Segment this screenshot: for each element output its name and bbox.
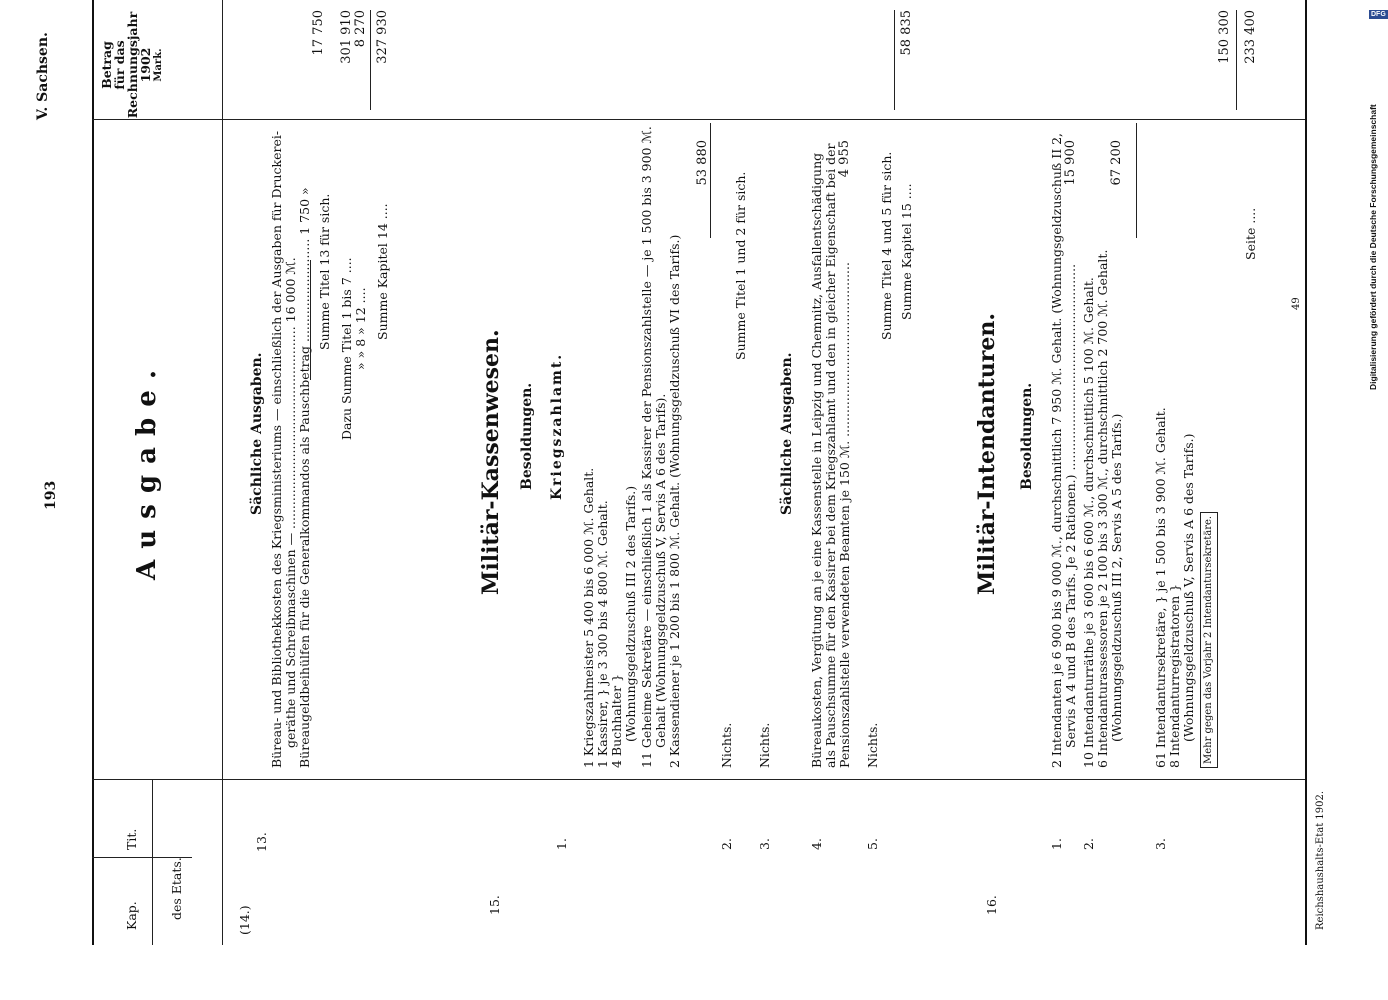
amount-column-head: Betrag für das Rechnungsjahr 1902 Mark. — [99, 11, 164, 119]
page-total-rule — [1236, 10, 1237, 110]
kap-14-total-rule — [370, 10, 371, 110]
sponsor-note: Digitalisierung gefördert durch die Deutsche Forschungsgemeinschaft — [1368, 104, 1378, 390]
tit-13-number: 13. — [254, 832, 269, 852]
kap-15-subtotal-rule — [710, 123, 711, 238]
kap-15-sachliche: Sächliche Ausgaben. — [779, 352, 795, 515]
kap-15-tit-2-number: 2. — [719, 838, 734, 850]
tit-13-line-1: Büreau- und Bibliothekkosten des Kriegsministeriums — einschließlich der Ausgaben für Druckerei- — [269, 130, 284, 768]
kap-15-tit-4-line-3: Pensionszahlstelle verwendeten Beamten je 150 ℳ. ............................................ — [837, 262, 852, 768]
head-rule — [222, 0, 223, 945]
col-head-kap: Kap. — [124, 901, 139, 930]
kap-15-tit-4-line-1: Büreaukosten, Vergütung an je eine Kassenstelle in Leipzig und Chemnitz, Ausfallentschädigung — [809, 152, 824, 768]
kap-16-tit-2-line-2: 6 Intendanturassessoren je 2 100 bis 3 300 ℳ., durchschnittlich 2 700 ℳ. Gehalt. — [1095, 249, 1110, 768]
kap-16-tit-1-value: 15 900 — [1063, 140, 1078, 186]
kap-15-tit-1-number: 1. — [554, 838, 569, 850]
sum-titles-1-2: Summe Titel 1 und 2 für sich. — [733, 171, 748, 360]
kap-15-tit-3-text: Nichts. — [757, 722, 772, 768]
kap-16-tit-1-line-2: Servis A 4 und B des Tarifs. Je 2 Rationen.) .................................................... — [1063, 263, 1078, 748]
bottom-rule — [1305, 0, 1307, 945]
plus-titles-1-7-label: Dazu Summe Titel 1 bis 7 .... — [339, 257, 354, 440]
tit-13-line-3: Büreaugeldbeihülfen für die Generalkommandos als Pauschbetrag .......................... 1 750 » — [297, 187, 312, 768]
sheet-number: 49 — [1291, 297, 1302, 310]
kap-16-tit-2-line-1: 10 Intendanturräthe je 3 600 bis 6 600 ℳ., durchschnittlich 5 100 ℳ. Gehalt. — [1081, 277, 1096, 768]
left-column-rule — [92, 779, 1307, 780]
kap-16-tit-2-number: 2. — [1081, 838, 1096, 850]
kap-15-tit-1-line-4: (Wohnungsgeldzuschuß III 2 des Tarifs.) — [623, 485, 638, 742]
kap-15-number: 15. — [487, 895, 502, 915]
kap-16-tit-2-line-3: (Wohnungsgeldzuschuß III 2, Servis A 5 des Tarifs.) — [1109, 413, 1124, 742]
kap-15-title: Militär-Kassenwesen. — [478, 329, 504, 595]
kap-15-tit-1-line-2: 1 Kassirer, } je 3 300 bis 4 800 ℳ. Gehalt. — [595, 500, 610, 768]
kap-15-besoldungen: Besoldungen. — [519, 382, 535, 490]
kap-15-tit-1-value: 53 880 — [695, 140, 710, 186]
kap-16-tit-3-line-3: (Wohnungsgeldzuschuß V, Servis A 6 des Tarifs.) — [1181, 433, 1196, 742]
kap-16-number: 16. — [984, 895, 999, 915]
kap-15-tit-1-line-3: 4 Buchhalter } — [609, 673, 624, 768]
kap-16-tit-3-note: Mehr gegen das Vorjahr 2 Intendantursekretäre. — [1200, 512, 1218, 768]
sum-title-13: Summe Titel 13 für sich. — [317, 193, 332, 350]
seite-label: Seite .... — [1243, 207, 1258, 260]
kriegszahlamt-heading: Kriegszahlamt. — [549, 352, 565, 500]
kap-16-besoldungen: Besoldungen. — [1019, 382, 1035, 490]
kap-15-tit-4-value: 4 955 — [837, 140, 852, 178]
kap-15-tit-5-number: 5. — [865, 838, 880, 850]
col-head-tit: Tit. — [124, 828, 139, 850]
tit-13-line-2: geräthe und Schreibmaschinen — ................................................... 16 000 ℳ. — [283, 257, 298, 748]
page-title: A u s g a b e . — [132, 369, 162, 580]
tit-13-subrule — [310, 260, 311, 380]
col-head-des-etats: des Etats. — [169, 857, 184, 920]
dfg-badge: DFG — [1371, 11, 1386, 18]
kap-16-tit-1-number: 1. — [1049, 838, 1064, 850]
kap-16-subtotal-rule — [1136, 123, 1137, 238]
kap-head-rule — [152, 780, 153, 945]
kap-15-tit-4-number: 4. — [809, 838, 824, 850]
tit-13-value: 17 750 — [311, 10, 326, 56]
plus-titles-1-7-value: 301 910 — [339, 10, 354, 64]
kap-16-tit-3-value: 150 300 — [1217, 10, 1232, 64]
kap-15-total-rule — [894, 10, 895, 110]
kap-15-tit-1-line-5: 11 Geheime Sekretäre — einschließlich 1 als Kassirer der Pensionszahlstelle — je 1 500 bis 3 900 ℳ. — [639, 126, 654, 768]
kap-16-tit-1-line-1: 2 Intendanten je 6 900 bis 9 000 ℳ., durchschnittlich 7 950 ℳ. Gehalt. (Wohnungsgeldzuschuß II 2, — [1049, 132, 1064, 768]
sum-kap-14-label: Summe Kapitel 14 .... — [375, 203, 390, 340]
seite-value: 233 400 — [1243, 10, 1258, 64]
kap-16-tit-3-line-1: 61 Intendantursekretäre, } je 1 500 bis 3 900 ℳ. Gehalt. — [1153, 407, 1168, 768]
kap-15-tit-1-line-7: 2 Kassendiener je 1 200 bis 1 800 ℳ. Gehalt. (Wohnungsgeldzuschuß VI des Tarifs.) — [667, 234, 682, 768]
kap-16-tit-3-number: 3. — [1153, 838, 1168, 850]
kap-15-tit-1-line-6: Gehalt (Wohnungsgeldzuschuß V, Servis A 6 des Tarifs). — [653, 393, 668, 748]
kap-15-tit-4-line-2: als Pauschsumme für den Kassirer bei dem Kriegszahlamt und den in gleicher Eigenschaft bei der — [823, 143, 838, 768]
kap-16-tit-3-line-2: 8 Intendanturregistratoren } — [1167, 583, 1182, 768]
section-label: V. Sachsen. — [35, 32, 51, 120]
kap-15-tit-1-line-1: 1 Kriegszahlmeister 5 400 bis 6 000 ℳ. Gehalt. — [581, 467, 596, 768]
kap-16-tit-2-value: 67 200 — [1109, 140, 1124, 186]
sum-kap-14-value: 327 930 — [375, 10, 390, 64]
sum-titles-4-5: Summe Titel 4 und 5 für sich. — [879, 151, 894, 340]
kap-16-title: Militär-Intendanturen. — [974, 312, 1000, 595]
kap-15-tit-5-text: Nichts. — [865, 722, 880, 768]
top-rule — [92, 0, 94, 945]
amount-column-rule — [92, 119, 1307, 120]
footer-left: Reichshaushalts-Etat 1902. — [1315, 790, 1326, 930]
sum-kap-15-label: Summe Kapitel 15 .... — [899, 183, 914, 320]
kap-15-tit-2-text: Nichts. — [719, 722, 734, 768]
page-number: 193 — [43, 480, 59, 510]
kap-14-heading: Sächliche Ausgaben. — [249, 352, 265, 515]
plus-titles-8-12-value: 8 270 — [353, 10, 368, 48]
sum-kap-15-value: 58 835 — [899, 10, 914, 56]
kap-14-number: (14.) — [237, 905, 252, 935]
plus-titles-8-12-label: » » 8 » 12 .... — [353, 287, 368, 370]
kap-15-tit-3-number: 3. — [757, 838, 772, 850]
